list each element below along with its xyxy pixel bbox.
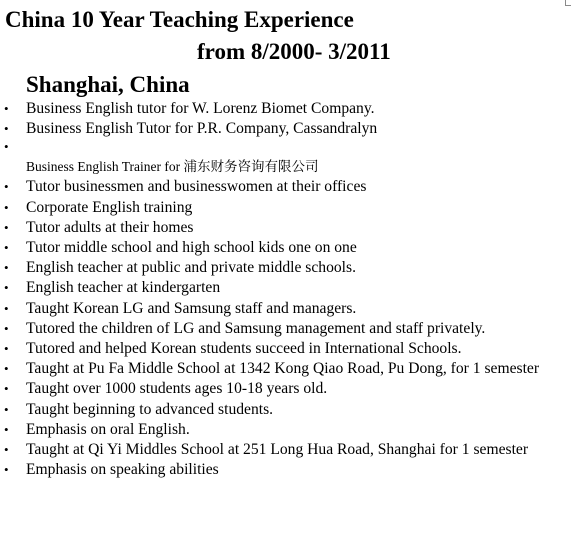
list-item — [0, 379, 544, 399]
list-item-text: Tutor businessmen and businesswomen at their offices — [26, 178, 367, 196]
bullet-icon: • — [4, 462, 9, 478]
company-name-chinese: 浦东财务咨询有限公司 — [183, 159, 319, 176]
location-heading: Shanghai, China — [26, 72, 190, 97]
experience-list — [0, 99, 573, 480]
list-item — [0, 99, 544, 119]
list-item — [0, 299, 544, 319]
text-boundary-mark — [565, 0, 571, 6]
list-item — [0, 198, 544, 218]
list-item — [0, 258, 544, 278]
list-item — [0, 218, 544, 238]
list-item-text: Emphasis on oral English. — [26, 420, 190, 438]
bullet-icon: • — [4, 401, 9, 417]
bullet-icon: • — [4, 320, 9, 336]
list-item — [0, 119, 544, 139]
bullet-icon: • — [4, 219, 9, 235]
list-item-text: English teacher at public and private middle schools. — [26, 259, 356, 277]
bullet-icon: • — [4, 300, 9, 316]
bullet-icon: • — [4, 199, 9, 215]
list-item-text: Business English tutor for W. Lorenz Biomet Company. — [26, 100, 375, 117]
list-item — [0, 420, 544, 440]
list-item — [0, 278, 544, 298]
list-item-text: Taught at Qi Yi Middles School at 251 Long Hua Road, Shanghai for 1 semester — [26, 441, 529, 459]
list-item-text-prefix: Business English Trainer for — [26, 159, 184, 175]
list-item — [0, 400, 544, 420]
list-item-text: Tutor adults at their homes — [26, 218, 194, 236]
bullet-icon: • — [4, 121, 9, 137]
list-item-text: Corporate English training — [26, 198, 193, 216]
bullet-icon: • — [4, 260, 9, 276]
list-item-text: Taught beginning to advanced students. — [26, 400, 274, 418]
list-item-text: Emphasis on speaking abilities — [26, 461, 219, 479]
list-item-text — [26, 158, 319, 176]
list-item-text: English teacher at kindergarten — [26, 279, 221, 297]
list-item-text: Tutored the children of LG and Samsung management and staff privately. — [26, 319, 486, 337]
list-item-text: Tutor middle school and high school kids one on one — [26, 239, 357, 257]
bullet-icon: • — [4, 101, 9, 116]
list-item — [0, 177, 544, 197]
list-item — [0, 339, 544, 359]
bullet-icon: • — [4, 280, 9, 296]
list-item — [0, 238, 544, 258]
bullet-icon: • — [4, 240, 9, 256]
bullet-icon: • — [4, 341, 9, 357]
date-range: from 8/2000- 3/2011 — [197, 39, 391, 64]
bullet-icon: • — [4, 421, 9, 437]
bullet-icon: • — [4, 179, 9, 195]
list-item — [0, 319, 544, 339]
list-item — [0, 460, 544, 480]
list-item-text: Tutored and helped Korean students succeed in International Schools. — [26, 340, 462, 358]
list-item — [0, 359, 544, 379]
bullet-icon: • — [4, 381, 9, 397]
list-item-text: Business English Tutor for P.R. Company, Cassandralyn — [26, 120, 378, 138]
list-item-text: Taught Korean LG and Samsung staff and managers. — [26, 299, 357, 317]
list-item — [0, 139, 544, 177]
bullet-icon: • — [4, 139, 9, 155]
bullet-icon: • — [4, 442, 9, 458]
list-item — [0, 440, 544, 460]
page-title: China 10 Year Teaching Experience — [5, 7, 354, 32]
list-item-text: Taught over 1000 students ages 10-18 years old. — [26, 380, 328, 398]
list-item-text: Taught at Pu Fa Middle School at 1342 Kong Qiao Road, Pu Dong, for 1 semester — [26, 360, 540, 378]
bullet-icon: • — [4, 361, 9, 377]
